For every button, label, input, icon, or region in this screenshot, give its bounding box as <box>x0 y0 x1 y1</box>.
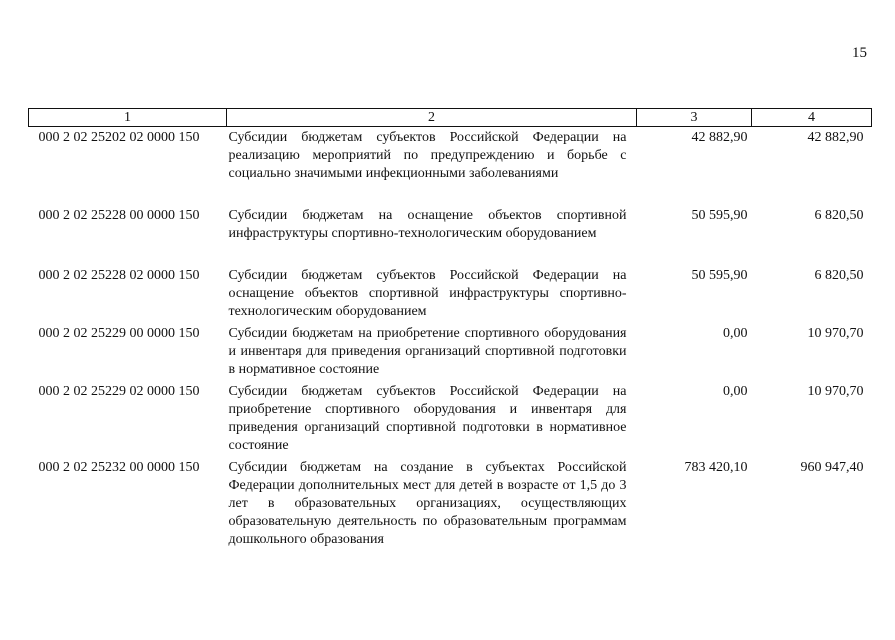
table-row <box>29 457 872 551</box>
page-number: 15 <box>852 45 867 61</box>
amount-column-3: 50 595,90 <box>691 267 748 283</box>
amount-column-3: 42 882,90 <box>691 130 748 145</box>
amount-column-4: 960 947,40 <box>800 459 864 475</box>
table-row <box>29 127 872 205</box>
amount-column-3: 783 420,10 <box>684 459 748 475</box>
table-row <box>29 381 872 457</box>
amount-column-4: 6 820,50 <box>814 207 864 223</box>
income-description: Субсидии бюджетам на создание в субъектах Российской Федерации дополнительных мест для детей в возрасте от 1,5 до 3 лет в образовательных организациях, осуществляющих образовательную деятельность по образовательным программам дошкольного образования <box>228 459 627 547</box>
column-header-2: 2 <box>227 109 637 127</box>
amount-column-3: 50 595,90 <box>691 207 748 223</box>
income-description: Субсидии бюджетам субъектов Российской Федерации на реализацию мероприятий по предупреждению и борьбе с социально значимыми инфекционными заболеваниями <box>228 130 627 181</box>
income-description: Субсидии бюджетам субъектов Российской Федерации на приобретение спортивного оборудования и инвентаря для приведения организаций спортивной подготовки в нормативное состояние <box>228 383 627 453</box>
classification-code: 000 2 02 25229 00 0000 150 <box>38 325 200 341</box>
classification-code: 000 2 02 25202 02 0000 150 <box>38 130 200 145</box>
income-description: Субсидии бюджетам на приобретение спортивного оборудования и инвентаря для приведения организаций спортивной подготовки в нормативное состояние <box>228 325 627 377</box>
classification-code: 000 2 02 25228 00 0000 150 <box>38 207 200 223</box>
classification-code: 000 2 02 25228 02 0000 150 <box>38 267 200 283</box>
amount-column-4: 10 970,70 <box>807 325 864 341</box>
table-row <box>29 205 872 265</box>
amount-column-4: 42 882,90 <box>807 130 864 145</box>
column-header-4: 4 <box>752 109 872 127</box>
classification-code: 000 2 02 25232 00 0000 150 <box>38 459 200 475</box>
classification-code: 000 2 02 25229 02 0000 150 <box>38 383 200 399</box>
amount-column-3: 0,00 <box>723 383 748 399</box>
column-header-1: 1 <box>29 109 227 127</box>
income-description: Субсидии бюджетам на оснащение объектов спортивной инфраструктуры спортивно-технологическим оборудованием <box>228 207 627 241</box>
table-header-row <box>29 109 872 127</box>
amount-column-3: 0,00 <box>723 325 748 341</box>
income-description: Субсидии бюджетам субъектов Российской Федерации на оснащение объектов спортивной инфраструктуры спортивно-технологическим оборудованием <box>228 267 627 319</box>
column-header-3: 3 <box>637 109 752 127</box>
budget-table <box>28 108 872 551</box>
table-row <box>29 323 872 381</box>
table-row <box>29 265 872 323</box>
amount-column-4: 6 820,50 <box>814 267 864 283</box>
amount-column-4: 10 970,70 <box>807 383 864 399</box>
